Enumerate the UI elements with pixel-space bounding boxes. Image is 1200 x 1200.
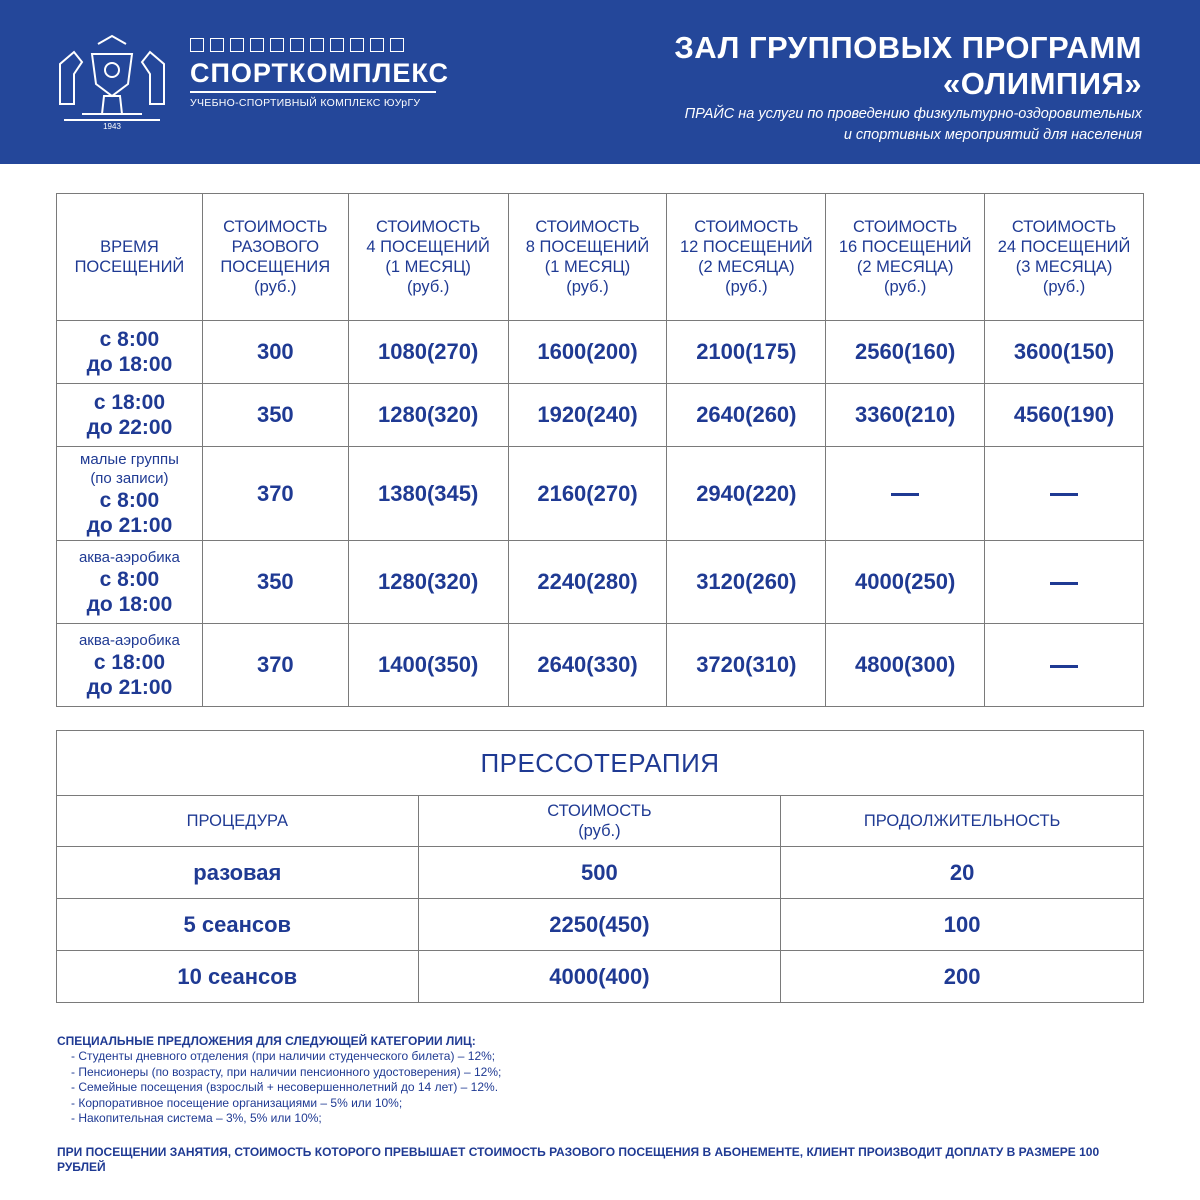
- duration-cell: 200: [781, 951, 1144, 1003]
- price-cell: 1400(350): [348, 624, 508, 707]
- price-cell: 2940(220): [667, 447, 826, 541]
- price-cell: 4560(190): [985, 384, 1144, 447]
- sport-icon: [290, 38, 304, 52]
- brand-name: СПОРТКОМПЛЕКС: [190, 58, 450, 88]
- sports-complex-emblem-icon: [52, 34, 172, 132]
- sport-icon: [350, 38, 364, 52]
- price-cell: 2640(260): [667, 384, 826, 447]
- pressotherapy-table: [56, 730, 1144, 1003]
- price-cell: 300: [202, 321, 348, 384]
- pressotherapy-row: [57, 951, 1144, 1003]
- time-range: до 21:00: [86, 513, 173, 537]
- time-range: с 18:00: [93, 650, 166, 674]
- header-8-visits: СТОИМОСТЬ 8 ПОСЕЩЕНИЙ (1 МЕСЯЦ) (руб.): [508, 194, 667, 321]
- header-12-visits: СТОИМОСТЬ 12 ПОСЕЩЕНИЙ (2 МЕСЯЦА) (руб.): [667, 194, 826, 321]
- page-subtitle: ПРАЙС на услуги по проведению физкультурно-оздоровительных и спортивных мероприятий для населения: [684, 106, 1142, 143]
- time-range: до 18:00: [86, 592, 173, 616]
- surcharge-note: ПРИ ПОСЕЩЕНИИ ЗАНЯТИЯ, СТОИМОСТЬ КОТОРОГО ПРЕВЫШАЕТ СТОИМОСТЬ РАЗОВОГО ПОСЕЩЕНИЯ В АБОНЕМЕНТЕ, КЛИЕНТ ПРОИЗВОДИТ ДОПЛАТУ В РАЗМЕРЕ 100 РУБЛЕЙ: [57, 1145, 1100, 1174]
- duration-cell: 20: [781, 847, 1144, 899]
- row-label: аква-аэробика: [78, 631, 180, 649]
- row-label: малые группы: [80, 450, 179, 468]
- offer-item: - Корпоративное посещение организациями – 5% или 10%;: [71, 1095, 403, 1110]
- procedure-cell: 5 сеансов: [57, 899, 419, 951]
- price-table: [56, 193, 1144, 707]
- cost-cell: 2250(450): [418, 899, 781, 951]
- price-row: [57, 447, 1144, 541]
- brand-divider: [190, 91, 436, 93]
- header-single: СТОИМОСТЬ РАЗОВОГО ПОСЕЩЕНИЯ (руб.): [202, 194, 348, 321]
- header-time: ВРЕМЯ ПОСЕЩЕНИЙ: [57, 194, 203, 321]
- price-cell: 370: [202, 624, 348, 707]
- svg-text:1943: 1943: [103, 122, 121, 131]
- time-cell: [57, 321, 203, 384]
- price-cell: 2640(330): [508, 624, 667, 707]
- price-cell: 2100(175): [667, 321, 826, 384]
- offer-item: - Семейные посещения (взрослый + несовершеннолетний до 14 лет) – 12%.: [71, 1080, 499, 1094]
- price-cell: 2160(270): [508, 447, 667, 541]
- cost-cell: 500: [418, 847, 781, 899]
- time-range: с 8:00: [99, 567, 160, 591]
- header-16-visits: СТОИМОСТЬ 16 ПОСЕЩЕНИЙ (2 МЕСЯЦА) (руб.): [826, 194, 985, 321]
- pressotherapy-header: [57, 796, 1144, 847]
- price-cell: 350: [202, 384, 348, 447]
- price-row: [57, 321, 1144, 384]
- price-cell: 1600(200): [508, 321, 667, 384]
- price-cell: 4800(300): [826, 624, 985, 707]
- offer-item: - Студенты дневного отделения (при наличии студенческого билета) – 12%;: [71, 1049, 496, 1063]
- row-label: (по записи): [90, 469, 169, 487]
- sport-icons-row: [190, 38, 450, 52]
- not-available-dash: [985, 447, 1144, 541]
- time-range: с 18:00: [93, 391, 166, 414]
- sport-icon: [370, 38, 384, 52]
- time-range: до 21:00: [86, 675, 173, 699]
- special-offers-list: [57, 1049, 1147, 1127]
- time-range: до 18:00: [86, 353, 173, 376]
- price-cell: 350: [202, 541, 348, 624]
- sport-icon: [230, 38, 244, 52]
- time-range: с 8:00: [99, 488, 160, 512]
- price-row: [57, 541, 1144, 624]
- pressotherapy-row: [57, 847, 1144, 899]
- row-label: аква-аэробика: [78, 548, 180, 566]
- price-table-header: [57, 194, 1144, 321]
- sport-icon: [210, 38, 224, 52]
- duration-cell: 100: [781, 899, 1144, 951]
- time-range: до 22:00: [86, 416, 173, 439]
- special-offers-title: СПЕЦИАЛЬНЫЕ ПРЕДЛОЖЕНИЯ ДЛЯ СЛЕДУЮЩЕЙ КАТЕГОРИИ ЛИЦ:: [57, 1034, 476, 1048]
- sport-icon: [330, 38, 344, 52]
- sport-icon: [310, 38, 324, 52]
- procedure-cell: 10 сеансов: [57, 951, 419, 1003]
- special-offers: [57, 1034, 1147, 1127]
- price-cell: 1920(240): [508, 384, 667, 447]
- not-available-dash: [985, 624, 1144, 707]
- header-procedure: ПРОЦЕДУРА: [57, 796, 419, 847]
- price-cell: 2560(160): [826, 321, 985, 384]
- time-cell: [57, 447, 203, 541]
- header-4-visits: СТОИМОСТЬ 4 ПОСЕЩЕНИЙ (1 МЕСЯЦ) (руб.): [348, 194, 508, 321]
- offer-item: - Пенсионеры (по возрасту, при наличии пенсионного удостоверения) – 12%;: [71, 1064, 502, 1079]
- pressotherapy-row: [57, 899, 1144, 951]
- header-24-visits: СТОИМОСТЬ 24 ПОСЕЩЕНИЙ (3 МЕСЯЦА) (руб.): [985, 194, 1144, 321]
- price-row: [57, 624, 1144, 707]
- time-range: с 8:00: [99, 328, 160, 351]
- cost-cell: 4000(400): [418, 951, 781, 1003]
- procedure-cell: разовая: [57, 847, 419, 899]
- dash-mark: [1050, 493, 1078, 496]
- price-row: [57, 384, 1144, 447]
- header-cost: СТОИМОСТЬ (руб.): [418, 796, 781, 847]
- header-duration: ПРОДОЛЖИТЕЛЬНОСТЬ: [781, 796, 1144, 847]
- offer-item: - Накопительная система – 3%, 5% или 10%;: [71, 1111, 322, 1125]
- price-cell: 1280(320): [348, 384, 508, 447]
- not-available-dash: [985, 541, 1144, 624]
- sport-icon: [270, 38, 284, 52]
- price-cell: 1280(320): [348, 541, 508, 624]
- sport-icon: [390, 38, 404, 52]
- header-banner: [0, 0, 1200, 164]
- price-cell: 4000(250): [826, 541, 985, 624]
- sport-icon: [250, 38, 264, 52]
- pressotherapy-title: ПРЕССОТЕРАПИЯ: [57, 731, 1144, 796]
- price-cell: 2240(280): [508, 541, 667, 624]
- time-cell: [57, 624, 203, 707]
- page-title: ЗАЛ ГРУППОВЫХ ПРОГРАММ «ОЛИМПИЯ»: [674, 30, 1142, 101]
- brand-subtitle: УЧЕБНО-СПОРТИВНЫЙ КОМПЛЕКС ЮУрГУ: [190, 97, 421, 109]
- brand-block: [190, 38, 450, 109]
- dash-mark: [1050, 582, 1078, 585]
- price-cell: 370: [202, 447, 348, 541]
- price-cell: 3120(260): [667, 541, 826, 624]
- price-cell: 3600(150): [985, 321, 1144, 384]
- not-available-dash: [826, 447, 985, 541]
- price-cell: 3720(310): [667, 624, 826, 707]
- dash-mark: [891, 493, 919, 496]
- price-cell: 1080(270): [348, 321, 508, 384]
- price-cell: 1380(345): [348, 447, 508, 541]
- time-cell: [57, 541, 203, 624]
- price-cell: 3360(210): [826, 384, 985, 447]
- dash-mark: [1050, 665, 1078, 668]
- sport-icon: [190, 38, 204, 52]
- time-cell: [57, 384, 203, 447]
